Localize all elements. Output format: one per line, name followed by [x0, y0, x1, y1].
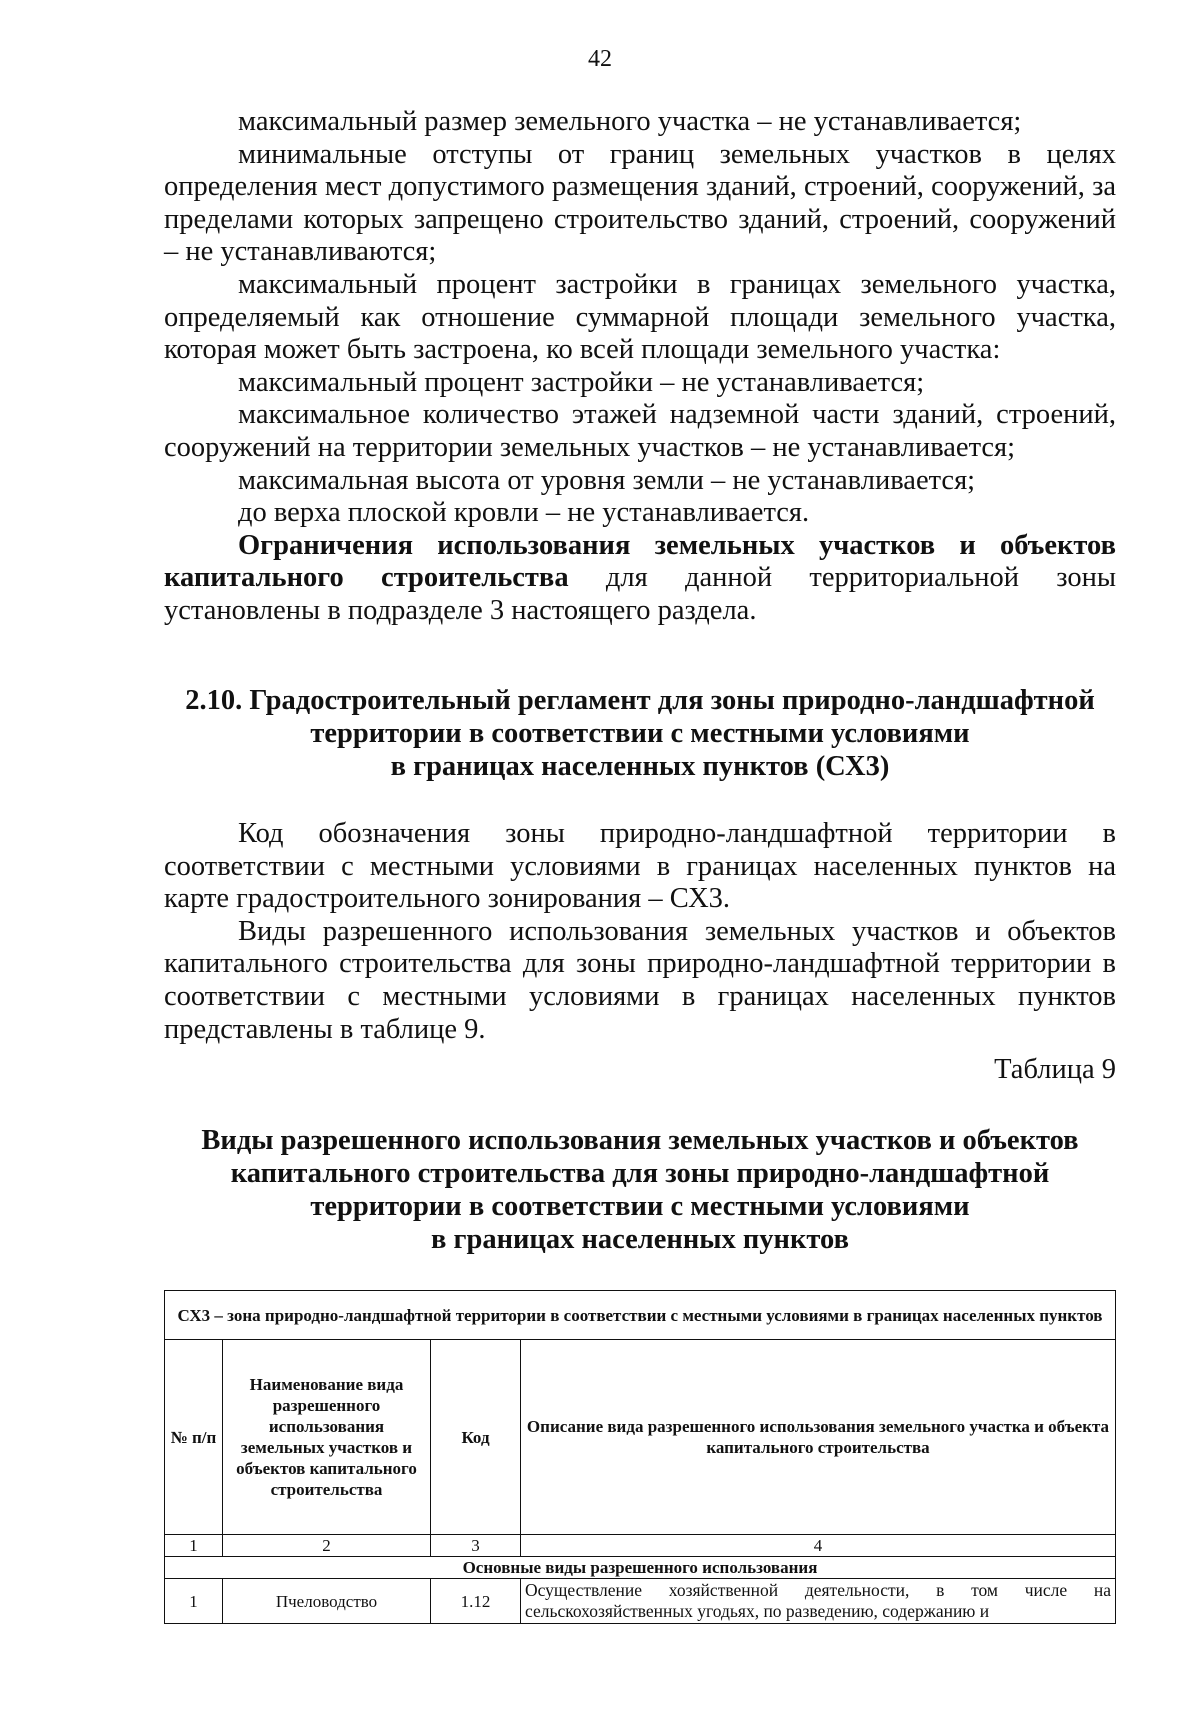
group-header-row [165, 1557, 1116, 1579]
intro-text [164, 818, 1116, 1046]
restrictions-bold: Ограничения использования земельных участков и объектов капитального строительства [164, 529, 1116, 594]
section-heading-line: в границах населенных пунктов (СХ3) [390, 751, 890, 782]
table-title [164, 1124, 1116, 1256]
column-header-row [165, 1340, 1116, 1535]
paragraph-height: максимальная высота от уровня земли – не устанавливается; [238, 464, 976, 496]
table-title-line: в границах населенных пунктов [431, 1224, 849, 1255]
row-desc: Осуществление хозяйственной деятельности, в том числе на сельскохозяйственных угодьях, по разведению, содержанию и [521, 1579, 1116, 1624]
paragraph-floors: максимальное количество этажей надземной части зданий, строений, сооружений на территории земельных участков – не устанавливается; [164, 399, 1116, 463]
body-text [164, 106, 1116, 628]
paragraph-restrictions [164, 530, 1116, 628]
table-row [165, 1579, 1116, 1624]
zone-header-row [165, 1291, 1116, 1340]
table-title-line: территории в соответствии с местными условиями [310, 1191, 970, 1222]
row-num: 1 [165, 1579, 223, 1624]
row-name: Пчеловодство [223, 1579, 431, 1624]
table-label: Таблица 9 [994, 1054, 1116, 1085]
col-number: 3 [431, 1535, 521, 1557]
col-number: 1 [165, 1535, 223, 1557]
column-number-row [165, 1535, 1116, 1557]
section-heading [164, 684, 1116, 783]
row-code: 1.12 [431, 1579, 521, 1624]
group-header-cell: Основные виды разрешенного использования [165, 1557, 1116, 1579]
col-header-code: Код [431, 1340, 521, 1535]
col-header-desc: Описание вида разрешенного использования земельного участка и объекта капитального строительства [521, 1340, 1116, 1535]
table-title-line: Виды разрешенного использования земельных участков и объектов [201, 1125, 1079, 1156]
paragraph-max-size: максимальный размер земельного участка – не устанавливается; [238, 106, 1022, 137]
zone-header-cell: СХ3 – зона природно-ландшафтной территории в соответствии с местными условиями в границах населенных пунктов [165, 1291, 1116, 1340]
permitted-uses-table [164, 1290, 1116, 1624]
col-header-num: № п/п [165, 1340, 223, 1535]
col-header-name: Наименование вида разрешенного использования земельных участков и объектов капитального строительства [223, 1340, 431, 1535]
paragraph-max-percent: максимальный процент застройки – не устанавливается; [238, 366, 925, 398]
restrictions-rest: для данной территориальной зоны установлены в подразделе 3 настоящего раздела. [164, 562, 1116, 626]
col-number: 4 [521, 1535, 1116, 1557]
col-number: 2 [223, 1535, 431, 1557]
paragraph-zone-code: Код обозначения зоны природно-ландшафтной территории в соответствии с местными условиями в границах населенных пунктов на карте градостроительного зонирования – СХ3. [164, 818, 1116, 915]
paragraph-build-percent: максимальный процент застройки в границах земельного участка, определяемый как отношение суммарной площади земельного участка, которая может быть застроена, ко всей площади земельного участка: [164, 268, 1116, 366]
section-heading-line: 2.10. Градостроительный регламент для зоны природно-ландшафтной [185, 685, 1095, 716]
paragraph-roof: до верха плоской кровли – не устанавливается. [238, 497, 810, 529]
paragraph-table-ref: Виды разрешенного использования земельных участков и объектов капитального строительства для зоны природно-ландшафтной территории в соответствии с местными условиями в границах населенных пунктов представлены в таблице 9. [164, 915, 1116, 1045]
section-heading-line: территории в соответствии с местными условиями [310, 718, 970, 749]
table-title-line: капитального строительства для зоны природно-ландшафтной [230, 1158, 1050, 1189]
paragraph-setbacks: минимальные отступы от границ земельных участков в целях определения мест допустимого размещения зданий, строений, сооружений, за пределами которых запрещено строительство зданий, строений, сооружений – не устанавливаются; [164, 138, 1116, 268]
page-number: 42 [588, 46, 612, 72]
